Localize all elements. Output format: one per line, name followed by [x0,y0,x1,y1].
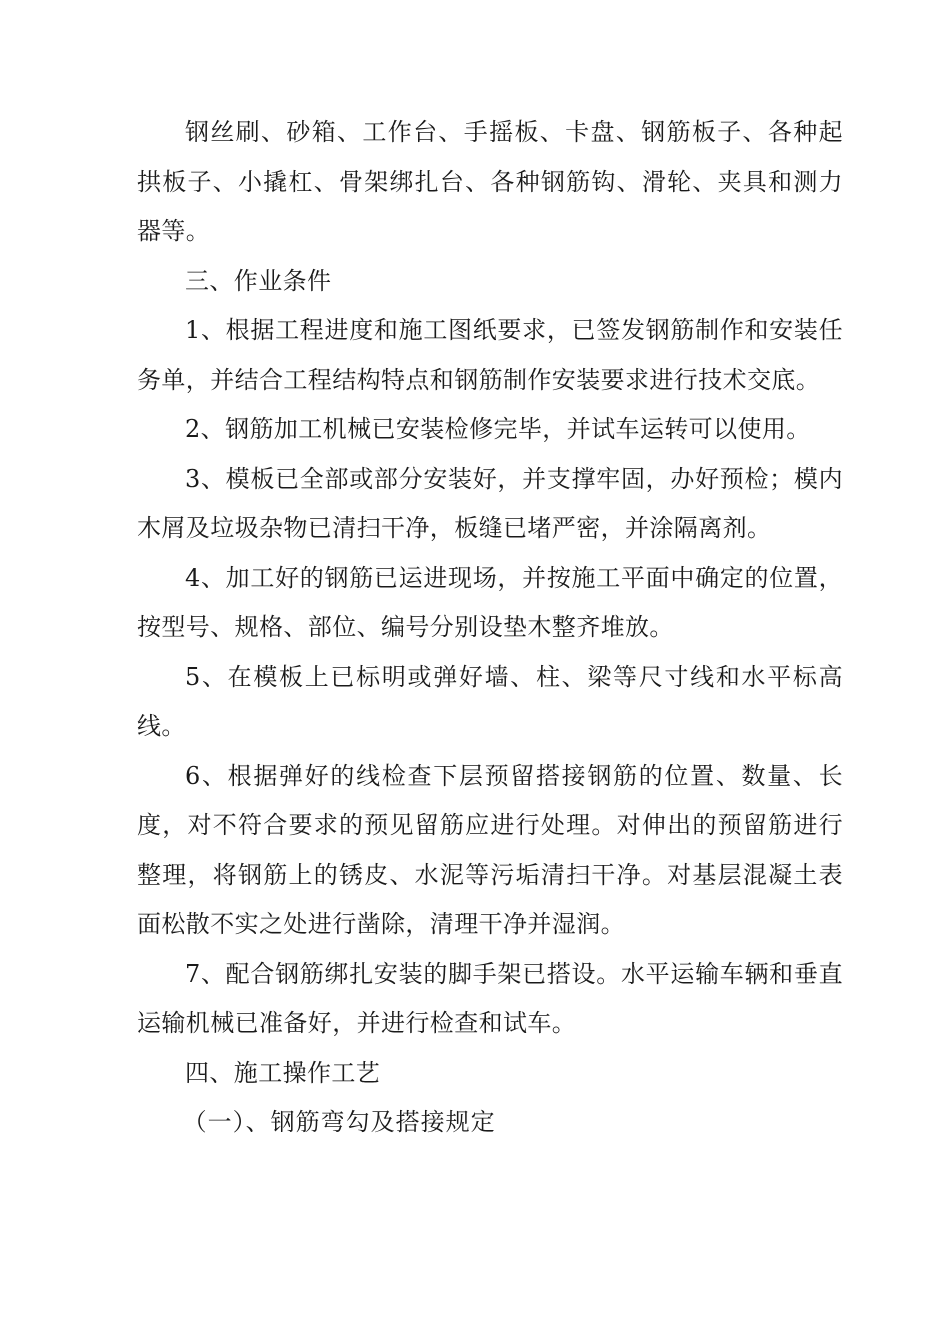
paragraph-condition-6: 6、根据弹好的线检查下层预留搭接钢筋的位置、数量、长度，对不符合要求的预见留筋应进行处理。对伸出的预留筋进行整理，将钢筋上的锈皮、水泥等污垢清扫干净。对基层混凝土表面松散不实之处进行凿除，清理干净并湿润。 [137,761,843,938]
paragraph-condition-2: 2、钢筋加工机械已安装检修完毕，并试车运转可以使用。 [185,415,811,443]
paragraph-condition-5: 5、在模板上已标明或弹好墙、柱、梁等尺寸线和水平标高线。 [137,662,843,740]
section-heading-work-conditions: 三、作业条件 [185,266,332,295]
paragraph-condition-4: 4、加工好的钢筋已运进现场，并按施工平面中确定的位置，按型号、规格、部位、编号分别设垫木整齐堆放。 [137,563,843,641]
paragraph-condition-3: 3、模板已全部或部分安装好，并支撑牢固，办好预检；模内木屑及垃圾杂物已清扫干净，板缝已堵严密，并涂隔离剂。 [137,464,843,542]
subsection-heading-rebar-hooks: （一）、钢筋弯勾及搭接规定 [182,1108,496,1136]
document-page [137,108,843,1148]
paragraph-condition-1: 1、根据工程进度和施工图纸要求，已签发钢筋制作和安装任务单，并结合工程结构特点和钢筋制作安装要求进行技术交底。 [137,316,843,394]
section-heading-construction-process: 四、施工操作工艺 [185,1058,381,1087]
paragraph-condition-7: 7、配合钢筋绑扎安装的脚手架已搭设。水平运输车辆和垂直运输机械已准备好，并进行检查和试车。 [137,959,843,1037]
paragraph-tools-list: 钢丝刷、砂箱、工作台、手摇板、卡盘、钢筋板子、各种起拱板子、小撬杠、骨架绑扎台、各种钢筋钩、滑轮、夹具和测力器等。 [137,118,843,245]
